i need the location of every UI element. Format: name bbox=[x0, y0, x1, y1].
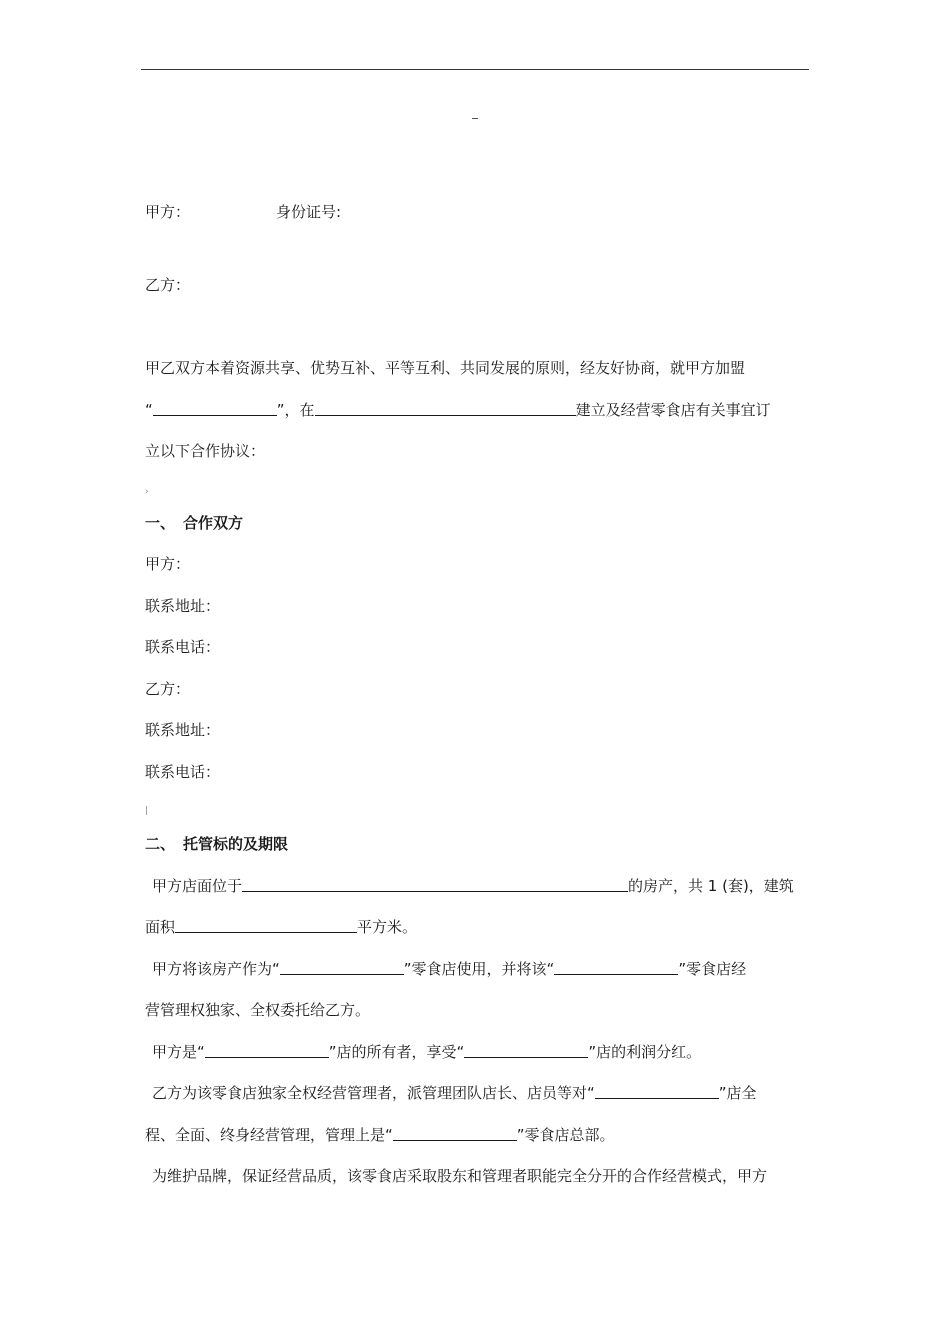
s2-para-1-line-2: 面积 平方米。 bbox=[145, 918, 418, 936]
section-1-item: 联系电话： bbox=[145, 638, 221, 656]
blank-store-name bbox=[464, 1042, 588, 1058]
blank-store-name bbox=[554, 959, 678, 975]
paragraph-mark: | bbox=[145, 806, 149, 816]
section-1-item: 联系地址： bbox=[145, 721, 221, 739]
blank-location bbox=[315, 400, 576, 416]
party-a-id-line bbox=[145, 202, 341, 222]
paragraph-mark: › bbox=[145, 487, 149, 497]
party-a-label: 甲方： bbox=[145, 203, 191, 221]
intro-line-3: 立以下合作协议： bbox=[145, 442, 266, 460]
section-1-item: 联系地址： bbox=[145, 597, 221, 615]
s2-para-4-line-2: 程、全面、终身经营管理，管理上是“ ”零食店总部。 bbox=[145, 1126, 615, 1144]
blank-brand-name bbox=[153, 400, 277, 416]
section-1-item: 甲方： bbox=[145, 555, 191, 573]
section-1-heading: 一、 合作双方 bbox=[145, 514, 244, 532]
s2-para-4-line-1: 乙方为该零食店独家全权经营管理者，派管理团队店长、店员等对“ ”店全 bbox=[152, 1084, 757, 1102]
intro-line-1: 甲乙双方本着资源共享、优势互补、平等互利、共同发展的原则，经友好协商，就甲方加盟 bbox=[145, 359, 746, 377]
blank-store-name bbox=[205, 1042, 329, 1058]
s2-para-2-line-2: 营管理权独家、全权委托给乙方。 bbox=[145, 1001, 371, 1019]
s2-para-3: 甲方是“ ”店的所有者，享受“ ”店的利润分红。 bbox=[152, 1043, 702, 1061]
s2-para-5: 为维护品牌，保证经营品质，该零食店采取股东和管理者职能完全分开的合作经营模式，甲方 bbox=[152, 1167, 768, 1185]
section-2-heading: 二、 托管标的及期限 bbox=[145, 835, 289, 853]
s2-para-1-line-1: 甲方店面位于 的房产，共 1 (套)，建筑 bbox=[152, 877, 794, 895]
header-rule bbox=[141, 69, 809, 70]
section-1-item: 联系电话： bbox=[145, 763, 221, 781]
blank-area bbox=[175, 917, 357, 933]
blank-store-name bbox=[280, 959, 404, 975]
blank-address bbox=[242, 876, 628, 892]
section-1-item: 乙方： bbox=[145, 680, 191, 698]
id-number-label: 身份证号: bbox=[276, 203, 342, 221]
party-b-label: 乙方： bbox=[145, 276, 191, 294]
s2-para-2-line-1: 甲方将该房产作为“ ”零食店使用，并将该“ ”零食店经 bbox=[152, 960, 747, 978]
intro-line-2: “ ”，在 建立及经营零食店有关事宜订 bbox=[145, 401, 771, 419]
blank-store-name bbox=[393, 1125, 517, 1141]
blank-store-name bbox=[595, 1083, 719, 1099]
header-mark bbox=[472, 118, 478, 119]
